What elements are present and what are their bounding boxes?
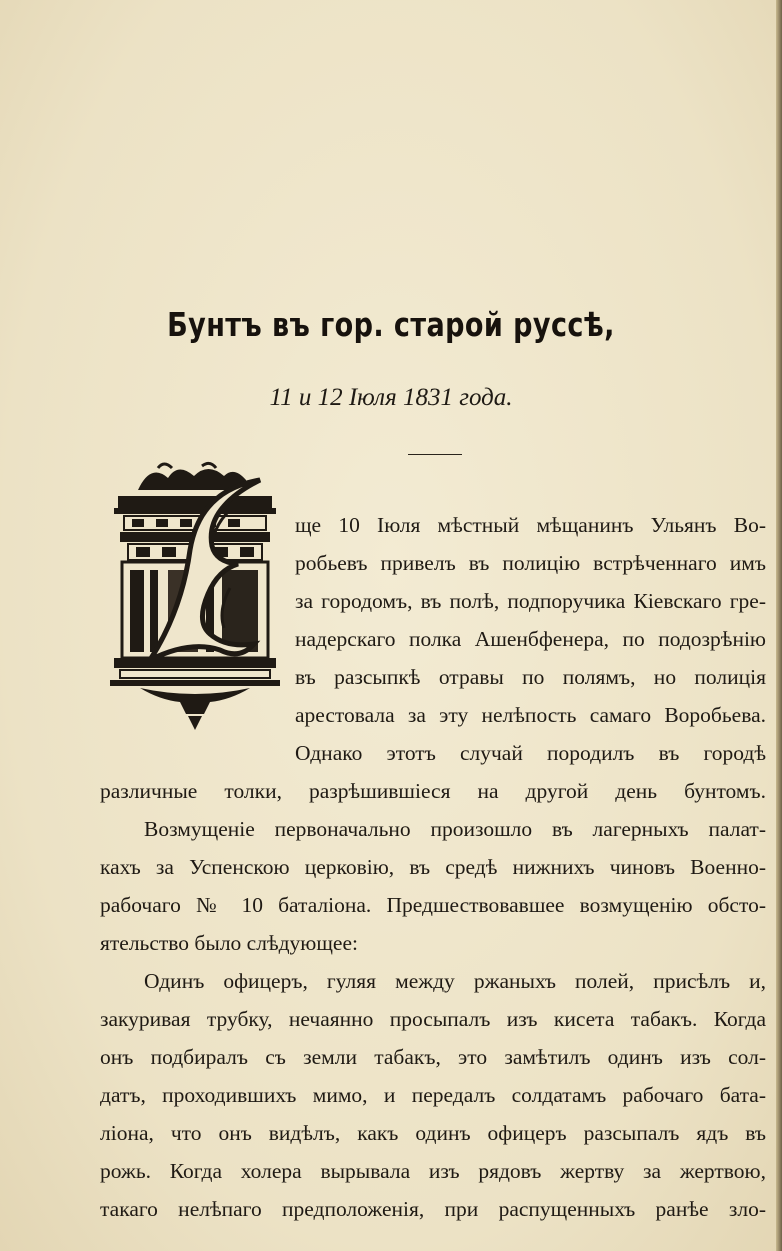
text-line: онъ подбиралъ съ земли табакъ, это замѣтилъ одинъ изъ сол- [100,1045,766,1069]
text-line: Одинъ офицеръ, гуляя между ржаныхъ полей, присѣлъ и, [144,969,766,993]
page-edge-shadow [776,0,782,1251]
chapter-date: 11 и 12 Іюля 1831 года. [269,384,513,411]
text-line: за городомъ, въ полѣ, подпоручика Кіевскаго гре- [295,589,766,613]
text-line: различные толки, разрѣшившiеся на другой день бунтомъ. [100,779,766,803]
text-line: ятельство было слѣдующее: [100,931,358,955]
text-line: рабочаго № 10 баталіона. Предшествовавшее возмущенію обсто- [100,893,766,917]
text-line: кахъ за Успенскою церковію, въ средѣ нижнихъ чиновъ Военно- [100,855,766,879]
text-line: ще 10 Іюля мѣстный мѣщанинъ Ульянъ Во- [295,513,766,537]
text-line: робьевъ привелъ въ полицію встрѣченнаго имъ [295,551,766,575]
text-line: въ разсыпкѣ отравы по полямъ, но полиція [295,665,766,689]
text-line: датъ, проходившихъ мимо, и передалъ солдатамъ рабочаго бата- [100,1083,766,1107]
text-line: Однако этотъ случай породилъ въ городѣ [295,741,766,765]
text-line: рожь. Когда холера вырывала изъ рядовъ жертву за жертвою, [100,1159,766,1183]
decorated-initial-icon [110,458,280,738]
text-line: закуривая трубку, нечаянно просыпалъ изъ кисета табакъ. Когда [100,1007,766,1031]
text-line: арестовала за эту нелѣпость самаго Воробьева. [295,703,766,727]
text-line: Возмущеніе первоначально произошло въ лагерныхъ палат- [144,817,766,841]
text-line: такаго нелѣпаго предположенія, при распущенныхъ ранѣе зло- [100,1197,766,1221]
chapter-title: Бунтъ въ гор. старой руссѣ, [167,305,615,344]
text-line: надерскаго полка Ашенбфенера, по подозрѣнію [295,627,766,651]
text-line: ліона, что онъ видѣлъ, какъ одинъ офицеръ разсыпалъ ядъ въ [100,1121,766,1145]
title-divider [408,454,462,455]
